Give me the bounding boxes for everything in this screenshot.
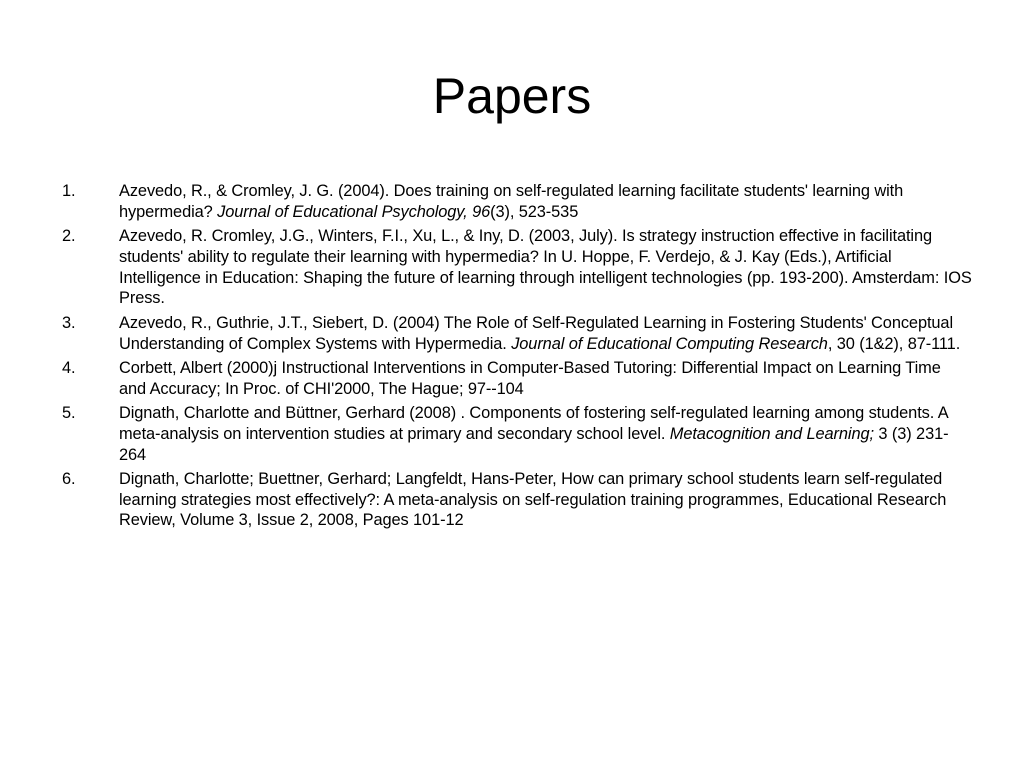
- reference-segment: (3), 523-535: [490, 202, 579, 221]
- reference-segment: Azevedo, R., Guthrie, J.T., Siebert, D. (2004) The Role of Self-Regulated Learning in Fostering Students' Conceptual Understanding of Complex Systems with Hypermedia.: [119, 313, 953, 353]
- reference-item-6: [62, 469, 972, 531]
- reference-number: 4.: [62, 358, 76, 377]
- reference-segment: Azevedo, R. Cromley, J.G., Winters, F.I., Xu, L., & Iny, D. (2003, July). Is strategy instruction effective in facilitating students' ability to regulate their learning with hypermedia? In U. Hoppe, F. Verdejo, & J. Kay (Eds.), Artificial Intelligence in Education: Shaping the future of learning through intelligent technologies (pp. 193-200). Amsterdam: IOS Press.: [119, 227, 972, 308]
- reference-segment: , 30 (1&2), 87-111.: [827, 334, 961, 353]
- reference-segment: Dignath, Charlotte and Büttner, Gerhard (2008) . Components of fostering self-regulated learning among students. A meta-analysis on intervention studies at primary and secondary school level.: [119, 403, 948, 443]
- reference-item-5: [62, 403, 972, 465]
- reference-number: 2.: [62, 227, 76, 246]
- reference-number: 5.: [62, 403, 76, 422]
- reference-item-1: [62, 181, 972, 223]
- reference-journal: Metacognition and Learning;: [669, 424, 874, 443]
- reference-journal: Journal of Educational Psychology, 96: [217, 202, 491, 221]
- reference-segment: Dignath, Charlotte; Buettner, Gerhard; Langfeldt, Hans-Peter, How can primary school students learn self-regulated learning strategies most effectively?: A meta-analysis on self-regulation training programmes, Educational Research Review, Volume 3, Issue 2, 2008, Pages 101-12: [119, 469, 947, 530]
- reference-text: [119, 403, 972, 465]
- reference-text: [119, 313, 972, 355]
- reference-segment: Corbett, Albert (2000)j Instructional Interventions in Computer-Based Tutoring: Differential Impact on Learning Time and Accuracy; In Proc. of CHI'2000, The Hague; 97--104: [119, 358, 941, 398]
- slide-title: Papers: [432, 68, 592, 124]
- reference-number: 6.: [62, 469, 76, 488]
- reference-segment: Azevedo, R., & Cromley, J. G. (2004). Does training on self-regulated learning facilitate students' learning with hypermedia?: [119, 182, 904, 221]
- reference-number: 1.: [62, 182, 76, 200]
- reference-item-3: [62, 313, 972, 355]
- reference-text: [119, 469, 972, 531]
- reference-item-4: [62, 358, 972, 400]
- reference-text: [119, 358, 972, 400]
- reference-number: 3.: [62, 313, 76, 332]
- reference-text: [119, 181, 972, 223]
- reference-text: [119, 226, 972, 309]
- reference-segment: 3 (3) 231-264: [119, 424, 949, 464]
- reference-journal: Journal of Educational Computing Research: [511, 334, 828, 353]
- reference-item-2: [62, 226, 972, 309]
- reference-list: [62, 181, 972, 535]
